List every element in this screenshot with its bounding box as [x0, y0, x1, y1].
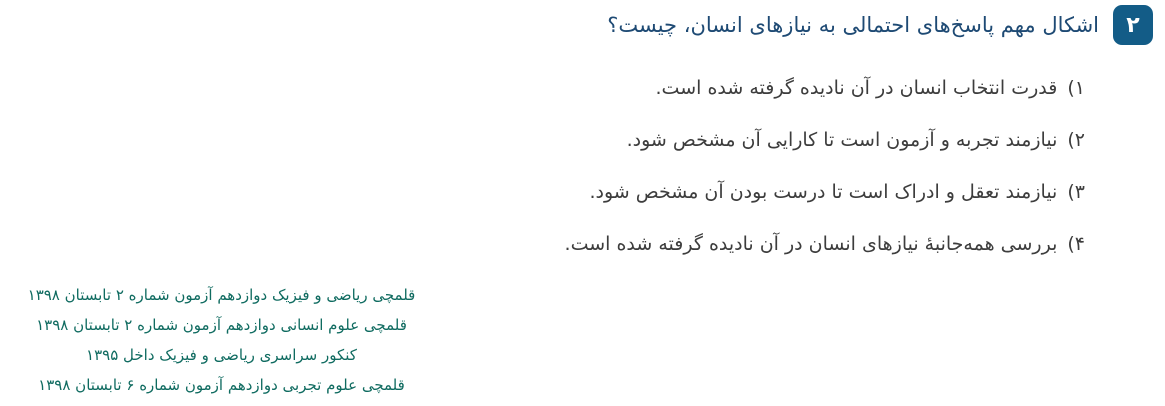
option-text: نیازمند تعقل و ادراک است تا درست بودن آن مشخص شود.	[589, 181, 1058, 203]
question-number-badge: ۲	[1113, 5, 1153, 45]
source-tags	[0, 280, 443, 400]
option-text: نیازمند تجربه و آزمون است تا کارایی آن مشخص شود.	[626, 129, 1058, 151]
options-list	[565, 62, 1085, 270]
answer-option-1[interactable]	[565, 62, 1085, 114]
answer-option-4[interactable]	[565, 218, 1085, 270]
source-item: قلمچی ریاضی و فیزیک دوازدهم آزمون شماره ۲ تابستان ۱۳۹۸	[27, 286, 416, 304]
option-number: ۴)	[1067, 233, 1085, 255]
option-text: قدرت انتخاب انسان در آن نادیده گرفته شده است.	[655, 77, 1058, 99]
option-text: بررسی همه‌جانبهٔ نیازهای انسان در آن نادیده گرفته شده است.	[564, 233, 1058, 255]
answer-option-3[interactable]	[565, 166, 1085, 218]
answer-option-2[interactable]	[565, 114, 1085, 166]
source-item: قلمچی علوم انسانی دوازدهم آزمون شماره ۲ تابستان ۱۳۹۸	[36, 316, 407, 334]
option-number: ۳)	[1067, 181, 1085, 203]
source-item: کنکور سراسری ریاضی و فیزیک داخل ۱۳۹۵	[86, 346, 357, 364]
option-number: ۲)	[1067, 129, 1085, 151]
source-item: قلمچی علوم تجربی دوازدهم آزمون شماره ۶ تابستان ۱۳۹۸	[38, 376, 405, 394]
question-text: اشکال مهم پاسخ‌های احتمالی به نیازهای انسان، چیست؟	[607, 13, 1099, 37]
question-header	[607, 5, 1153, 45]
option-number: ۱)	[1067, 77, 1085, 99]
